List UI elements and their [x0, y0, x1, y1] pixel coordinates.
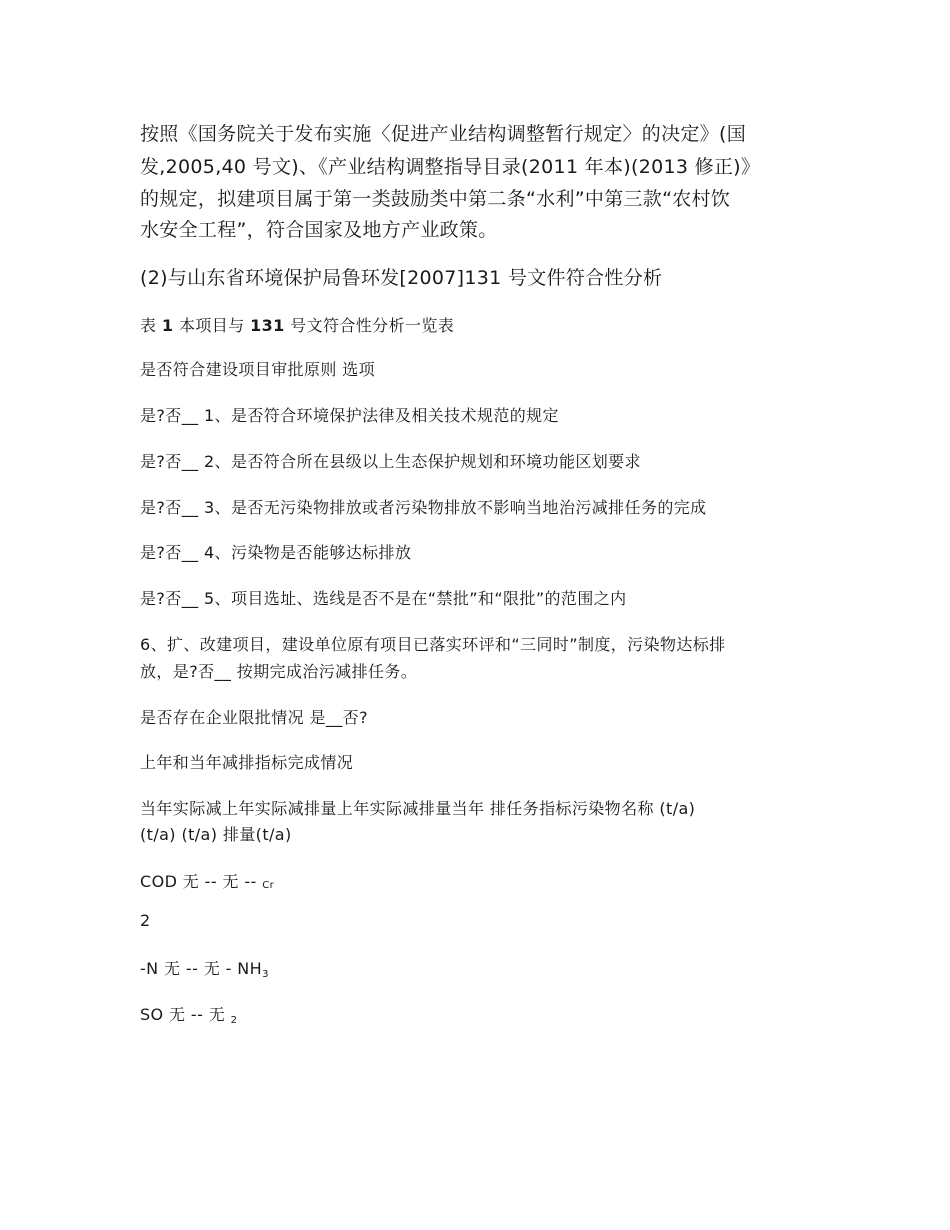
row-nh3-text: -N 无 -- 无 - NH: [140, 959, 263, 978]
reduction-header-line1: 当年实际减上年实际减排量上年实际减排量当年 排任务指标污染物名称 (t/a): [140, 799, 696, 818]
para1-line2: 发,2005,40 号文)、《产业结构调整指导目录(2011 年本)(2013 修正)》: [140, 156, 761, 178]
row-so2: [140, 1002, 237, 1025]
row-so2-text: SO 无 -- 无: [140, 1005, 226, 1024]
check-item-2: 是?否__ 2、是否符合所在县级以上生态保护规划和环境功能区划要求: [140, 452, 641, 471]
caption-suffix: 号文符合性分析一览表: [290, 316, 455, 335]
check-item-1: 是?否__ 1、是否符合环境保护法律及相关技术规范的规定: [140, 406, 559, 425]
reduction-header-line2: (t/a) (t/a) 排量(t/a): [140, 825, 292, 844]
row-so2-subscript: 2: [230, 1015, 238, 1026]
para1-line3: 的规定，拟建项目属于第一类鼓励类中第二条“水利”中第三款“农村饮: [140, 188, 731, 210]
table-caption: [140, 313, 454, 336]
check-item-6-line2: 放，是?否__ 按期完成治污减排任务。: [140, 662, 418, 681]
section-heading: (2)与山东省环境保护局鲁环发[2007]131 号文件符合性分析: [140, 267, 663, 289]
caption-doc-number: 131: [250, 316, 285, 335]
row-subscript-2: 2: [140, 911, 151, 930]
check-item-5: 是?否__ 5、项目选址、选线是否不是在“禁批”和“限批”的范围之内: [140, 589, 627, 608]
reduction-title: 上年和当年减排指标完成情况: [140, 753, 354, 772]
para1-line4: 水安全工程”，符合国家及地方产业政策。: [140, 219, 498, 241]
row-cod-text: COD 无 -- 无 --: [140, 872, 257, 891]
table-header: 是否符合建设项目审批原则 选项: [140, 360, 376, 379]
caption-table-number: 1: [161, 316, 174, 335]
row-cod: [140, 869, 274, 892]
caption-prefix: 表: [140, 316, 157, 335]
caption-mid: 本项目与: [178, 316, 245, 335]
limit-check: 是否存在企业限批情况 是__否?: [140, 708, 368, 727]
check-item-3: 是?否__ 3、是否无污染物排放或者污染物排放不影响当地治污减排任务的完成: [140, 498, 707, 517]
check-item-4: 是?否__ 4、污染物是否能够达标排放: [140, 543, 412, 562]
check-item-6-line1: 6、扩、改建项目，建设单位原有项目已落实环评和“三同时”制度，污染物达标排: [140, 635, 726, 654]
row-cod-subscript: Cr: [262, 880, 275, 891]
row-nh3-subscript: 3: [262, 969, 269, 980]
para1-line1: 按照《国务院关于发布实施〈促进产业结构调整暂行规定〉的决定》(国: [140, 123, 747, 145]
row-nh3: [140, 956, 269, 979]
